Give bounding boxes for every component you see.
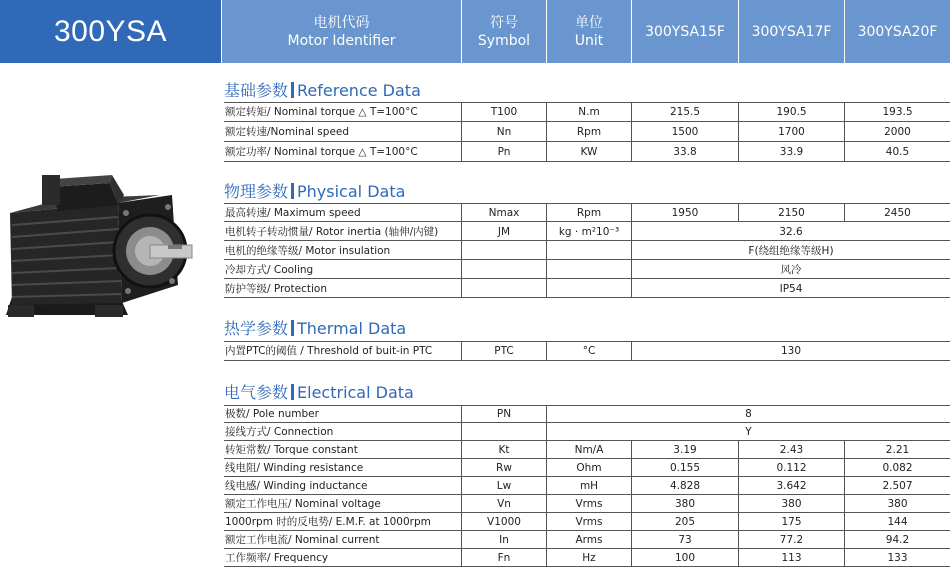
param-value: 32.6: [631, 222, 950, 241]
param-value-1: 3.19: [631, 441, 738, 459]
param-value-2: 380: [738, 495, 844, 513]
table-row: [224, 405, 950, 423]
param-symbol: [461, 423, 546, 441]
section-physical-cn: 物理参数: [224, 182, 289, 201]
servo-motor-image: [0, 165, 205, 345]
param-value-3: 2450: [844, 203, 950, 222]
param-name: 最高转速/ Maximum speed: [225, 207, 361, 219]
section-divider: [291, 82, 294, 98]
table-row: [224, 441, 950, 459]
section-physical-en: Physical Data: [297, 182, 406, 201]
table-row: [224, 459, 950, 477]
param-value: 风冷: [631, 260, 950, 279]
param-unit: Rpm: [546, 203, 631, 222]
param-name: 额定工作电压/ Nominal voltage: [225, 498, 381, 510]
table-row: [224, 241, 950, 260]
param-name: 线电阻/ Winding resistance: [225, 462, 364, 474]
param-value-1: 1950: [631, 203, 738, 222]
param-symbol: JM: [461, 222, 546, 241]
table-row: [224, 203, 950, 222]
header-unit-en: Unit: [574, 32, 604, 49]
section-electrical-cn: 电气参数: [224, 383, 289, 402]
header-model-2: 300YSA17F: [738, 0, 844, 63]
table-row: [224, 341, 950, 361]
param-unit: [546, 241, 631, 260]
param-value-3: 133: [844, 549, 950, 567]
header-identifier-en: Motor Identifier: [287, 32, 396, 49]
param-value-3: 2.21: [844, 441, 950, 459]
param-symbol: Kt: [461, 441, 546, 459]
param-value-1: 100: [631, 549, 738, 567]
table-row: [224, 531, 950, 549]
param-unit: mH: [546, 477, 631, 495]
param-value-1: 0.155: [631, 459, 738, 477]
section-thermal-cn: 热学参数: [224, 319, 289, 338]
table-row: [224, 423, 950, 441]
param-value-2: 2.43: [738, 441, 844, 459]
param-symbol: Lw: [461, 477, 546, 495]
param-value-3: 2.507: [844, 477, 950, 495]
param-symbol: Vn: [461, 495, 546, 513]
param-symbol: [461, 260, 546, 279]
param-symbol: Nmax: [461, 203, 546, 222]
header-model-3: 300YSA20F: [844, 0, 950, 63]
param-value-2: 0.112: [738, 459, 844, 477]
param-name: 额定功率/ Nominal torque △ T=100°C: [225, 146, 418, 158]
param-symbol: Fn: [461, 549, 546, 567]
param-symbol: Nn: [461, 122, 546, 142]
param-value-2: 3.642: [738, 477, 844, 495]
param-unit: [546, 260, 631, 279]
param-value-1: 73: [631, 531, 738, 549]
table-row: [224, 495, 950, 513]
header-symbol-cn: 符号: [490, 14, 518, 31]
param-symbol: V1000: [461, 513, 546, 531]
param-value-1: 1500: [631, 122, 738, 142]
param-value-1: 380: [631, 495, 738, 513]
header-unit: [546, 0, 631, 63]
header-symbol: [461, 0, 546, 63]
header-model-1: 300YSA15F: [631, 0, 738, 63]
param-unit: Vrms: [546, 513, 631, 531]
param-symbol: [461, 279, 546, 298]
param-unit: Rpm: [546, 122, 631, 142]
param-symbol: In: [461, 531, 546, 549]
param-value-3: 193.5: [844, 102, 950, 122]
header-unit-cn: 单位: [575, 14, 603, 31]
param-value: 8: [546, 405, 950, 423]
param-name: 额定工作电流/ Nominal current: [225, 534, 380, 546]
model-title: 300YSA: [0, 0, 221, 63]
param-unit: N.m: [546, 102, 631, 122]
param-value-2: 2150: [738, 203, 844, 222]
param-value-3: 144: [844, 513, 950, 531]
param-value-3: 94.2: [844, 531, 950, 549]
table-row: [224, 549, 950, 567]
param-name: 电机的绝缘等级/ Motor insulation: [225, 245, 391, 257]
param-symbol: PTC: [461, 341, 546, 361]
param-value: IP54: [631, 279, 950, 298]
param-name: 工作频率/ Frequency: [225, 552, 329, 564]
section-thermal-en: Thermal Data: [297, 319, 407, 338]
section-title-physical: [224, 179, 405, 202]
spec-header: [0, 0, 950, 63]
section-title-electrical: [224, 380, 414, 403]
param-name: 接线方式/ Connection: [225, 426, 334, 438]
param-name: 线电感/ Winding inductance: [225, 480, 368, 492]
table-row: [224, 477, 950, 495]
section-divider: [291, 183, 294, 199]
param-value-3: 2000: [844, 122, 950, 142]
param-value-2: 175: [738, 513, 844, 531]
param-value: F(绕组绝缘等级H): [631, 241, 950, 260]
param-symbol: [461, 241, 546, 260]
section-electrical-en: Electrical Data: [297, 383, 414, 402]
param-value-3: 40.5: [844, 142, 950, 162]
param-unit: Arms: [546, 531, 631, 549]
section-title-reference: [224, 78, 421, 101]
param-value-1: 205: [631, 513, 738, 531]
table-row: [224, 222, 950, 241]
param-value-2: 113: [738, 549, 844, 567]
param-unit: Vrms: [546, 495, 631, 513]
param-unit: °C: [546, 341, 631, 361]
param-name: 1000rpm 时的反电势/ E.M.F. at 1000rpm: [225, 516, 431, 528]
param-value-1: 33.8: [631, 142, 738, 162]
param-name: 额定转矩/ Nominal torque △ T=100°C: [225, 106, 418, 118]
param-value-2: 190.5: [738, 102, 844, 122]
param-unit: Ohm: [546, 459, 631, 477]
header-symbol-en: Symbol: [477, 32, 531, 49]
param-value-3: 0.082: [844, 459, 950, 477]
table-row: [224, 260, 950, 279]
param-name: 额定转速/Nominal speed: [225, 126, 350, 138]
section-reference-en: Reference Data: [297, 81, 421, 100]
param-name: 电机转子转动惯量/ Rotor inertia (轴伸/内键): [225, 226, 439, 238]
param-unit: [546, 279, 631, 298]
param-unit: Hz: [546, 549, 631, 567]
param-value-2: 1700: [738, 122, 844, 142]
param-unit: kg · m²10⁻³: [546, 222, 631, 241]
param-value-2: 77.2: [738, 531, 844, 549]
section-divider: [291, 384, 294, 400]
table-row: [224, 122, 950, 142]
param-name: 内置PTC的阈值 / Threshold of buit-in PTC: [225, 345, 433, 357]
param-unit: Nm/A: [546, 441, 631, 459]
section-reference-cn: 基础参数: [224, 81, 289, 100]
table-row: [224, 142, 950, 162]
param-value: 130: [631, 341, 950, 361]
param-name: 冷却方式/ Cooling: [225, 264, 314, 276]
param-symbol: PN: [461, 405, 546, 423]
param-name: 转矩常数/ Torque constant: [225, 444, 358, 456]
param-value-2: 33.9: [738, 142, 844, 162]
param-symbol: Pn: [461, 142, 546, 162]
table-row: [224, 102, 950, 122]
param-symbol: Rw: [461, 459, 546, 477]
section-divider: [291, 320, 294, 336]
table-row: [224, 513, 950, 531]
param-name: 极数/ Pole number: [225, 408, 319, 420]
header-identifier: [221, 0, 461, 63]
table-row: [224, 279, 950, 298]
param-symbol: T100: [461, 102, 546, 122]
section-title-thermal: [224, 316, 406, 339]
param-value: Y: [546, 423, 950, 441]
param-value-3: 380: [844, 495, 950, 513]
param-name: 防护等级/ Protection: [225, 283, 327, 295]
param-value-1: 4.828: [631, 477, 738, 495]
param-unit: KW: [546, 142, 631, 162]
header-identifier-cn: 电机代码: [313, 14, 370, 31]
param-value-1: 215.5: [631, 102, 738, 122]
